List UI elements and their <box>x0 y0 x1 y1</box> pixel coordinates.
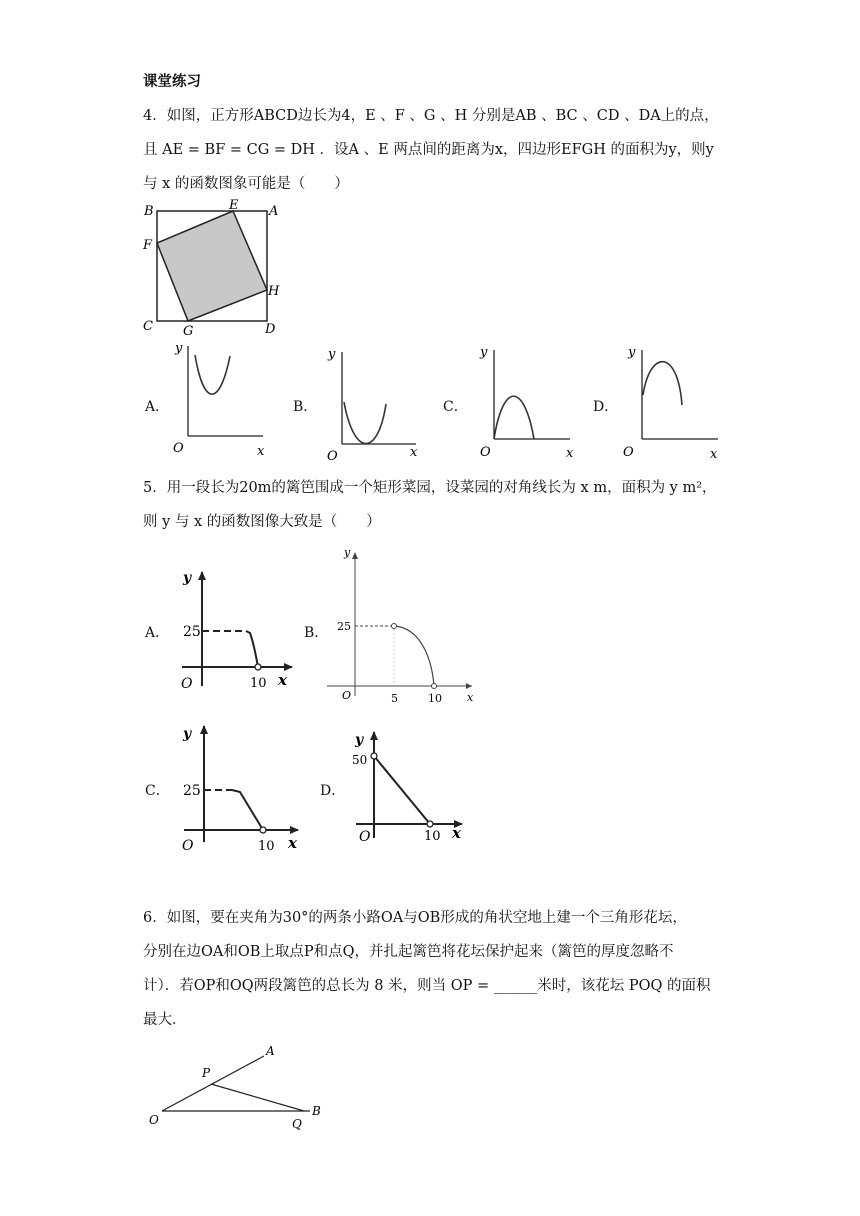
axis-x-label: x <box>278 671 287 689</box>
axis-x-label: x <box>452 824 461 842</box>
axis-y-label: y <box>628 345 636 360</box>
q4-option-c-graph <box>470 340 580 465</box>
label-C: C <box>143 319 153 334</box>
q5-option-b-letter[interactable]: B． <box>304 625 329 641</box>
q5-option-a-graph <box>170 566 305 691</box>
origin-label: O <box>342 689 352 702</box>
q5-line-1: 5．用一段长为20m的篱笆围成一个矩形菜园，设菜园的对角线长为 x m，面积为 y m²， <box>143 480 717 496</box>
axis-x-label: x <box>710 447 718 462</box>
q6-line-1: 6．如图，要在夹角为30°的两条小路OA与OB形成的角状空地上建一个三角形花坛， <box>143 910 687 926</box>
axis-y-label: y <box>355 732 364 748</box>
q4-option-b-letter[interactable]: B． <box>293 399 318 415</box>
value-25-label: 25 <box>337 620 351 633</box>
axis-x-label: x <box>566 446 574 461</box>
origin-label: O <box>480 445 491 460</box>
label-Q: Q <box>292 1117 302 1131</box>
origin-label: O <box>173 441 184 456</box>
value-25-label: 25 <box>183 624 201 640</box>
label-A: A <box>269 204 279 219</box>
origin-label: O <box>623 445 634 460</box>
q4-option-d-graph <box>618 340 728 465</box>
q5-option-c-letter[interactable]: C． <box>145 783 170 799</box>
axis-y-label: y <box>175 341 183 356</box>
axis-x-label: x <box>257 444 265 459</box>
q4-line-3: 与 x 的函数图象可能是（ ） <box>143 176 349 192</box>
label-E: E <box>229 198 239 213</box>
q6-line-3: 计）．若OP和OQ两段篱笆的总长为 8 米，则当 OP = ______米时，该花坛 POQ 的面积 <box>143 978 711 994</box>
axis-y-label: y <box>344 546 351 559</box>
label-P: P <box>202 1066 211 1080</box>
label-B: B <box>312 1104 321 1118</box>
label-G: G <box>183 324 194 339</box>
value-5-label: 5 <box>391 692 398 705</box>
axis-x-label: x <box>467 691 474 704</box>
q4-option-b-graph <box>318 342 428 467</box>
value-25-label: 25 <box>183 783 201 799</box>
q4-square-figure <box>140 198 290 343</box>
label-F: F <box>143 238 153 253</box>
axis-x-label: x <box>410 445 418 460</box>
value-10-label: 10 <box>250 676 267 691</box>
q5-option-b-graph <box>322 546 482 706</box>
q4-option-d-letter[interactable]: D． <box>593 399 619 415</box>
section-title: 课堂练习 <box>143 73 201 90</box>
q4-line-2: 且 AE = BF = CG = DH ．设A 、E 两点间的距离为x，四边形EFGH 的面积为y，则y <box>143 142 714 158</box>
label-O: O <box>149 1113 159 1127</box>
label-B: B <box>144 204 154 219</box>
axis-y-label: y <box>183 570 192 586</box>
value-10-label: 10 <box>428 692 442 705</box>
q6-angle-figure <box>140 1040 340 1135</box>
axis-x-label: x <box>288 834 297 852</box>
q4-option-a-graph <box>168 338 278 463</box>
axis-y-label: y <box>480 345 488 360</box>
value-10-label: 10 <box>258 839 275 854</box>
value-10-label: 10 <box>424 829 441 844</box>
origin-label: O <box>181 676 193 692</box>
value-50-label: 50 <box>352 753 368 767</box>
origin-label: O <box>359 829 371 845</box>
axis-y-label: y <box>328 347 336 362</box>
label-A: A <box>266 1044 275 1058</box>
axis-y-label: y <box>183 726 192 742</box>
q5-option-d-letter[interactable]: D． <box>320 783 346 799</box>
q5-option-a-letter[interactable]: A． <box>145 625 170 641</box>
q5-option-d-graph <box>350 726 480 856</box>
q4-option-c-letter[interactable]: C． <box>443 399 468 415</box>
label-D: D <box>265 322 276 337</box>
q4-option-a-letter[interactable]: A． <box>145 399 170 415</box>
q6-line-4: 最大． <box>143 1012 187 1028</box>
origin-label: O <box>327 449 338 464</box>
q6-line-2: 分别在边OA和OB上取点P和点Q，并扎起篱笆将花坛保护起来（篱笆的厚度忽略不 <box>143 944 674 960</box>
label-H: H <box>268 284 280 299</box>
q5-option-c-graph <box>170 720 310 855</box>
origin-label: O <box>182 838 194 854</box>
q4-line-1: 4．如图，正方形ABCD边长为4，E 、F 、G 、H 分别是AB 、BC 、CD 、DA上的点， <box>143 108 719 124</box>
q5-line-2: 则 y 与 x 的函数图像大致是（ ） <box>143 514 381 530</box>
